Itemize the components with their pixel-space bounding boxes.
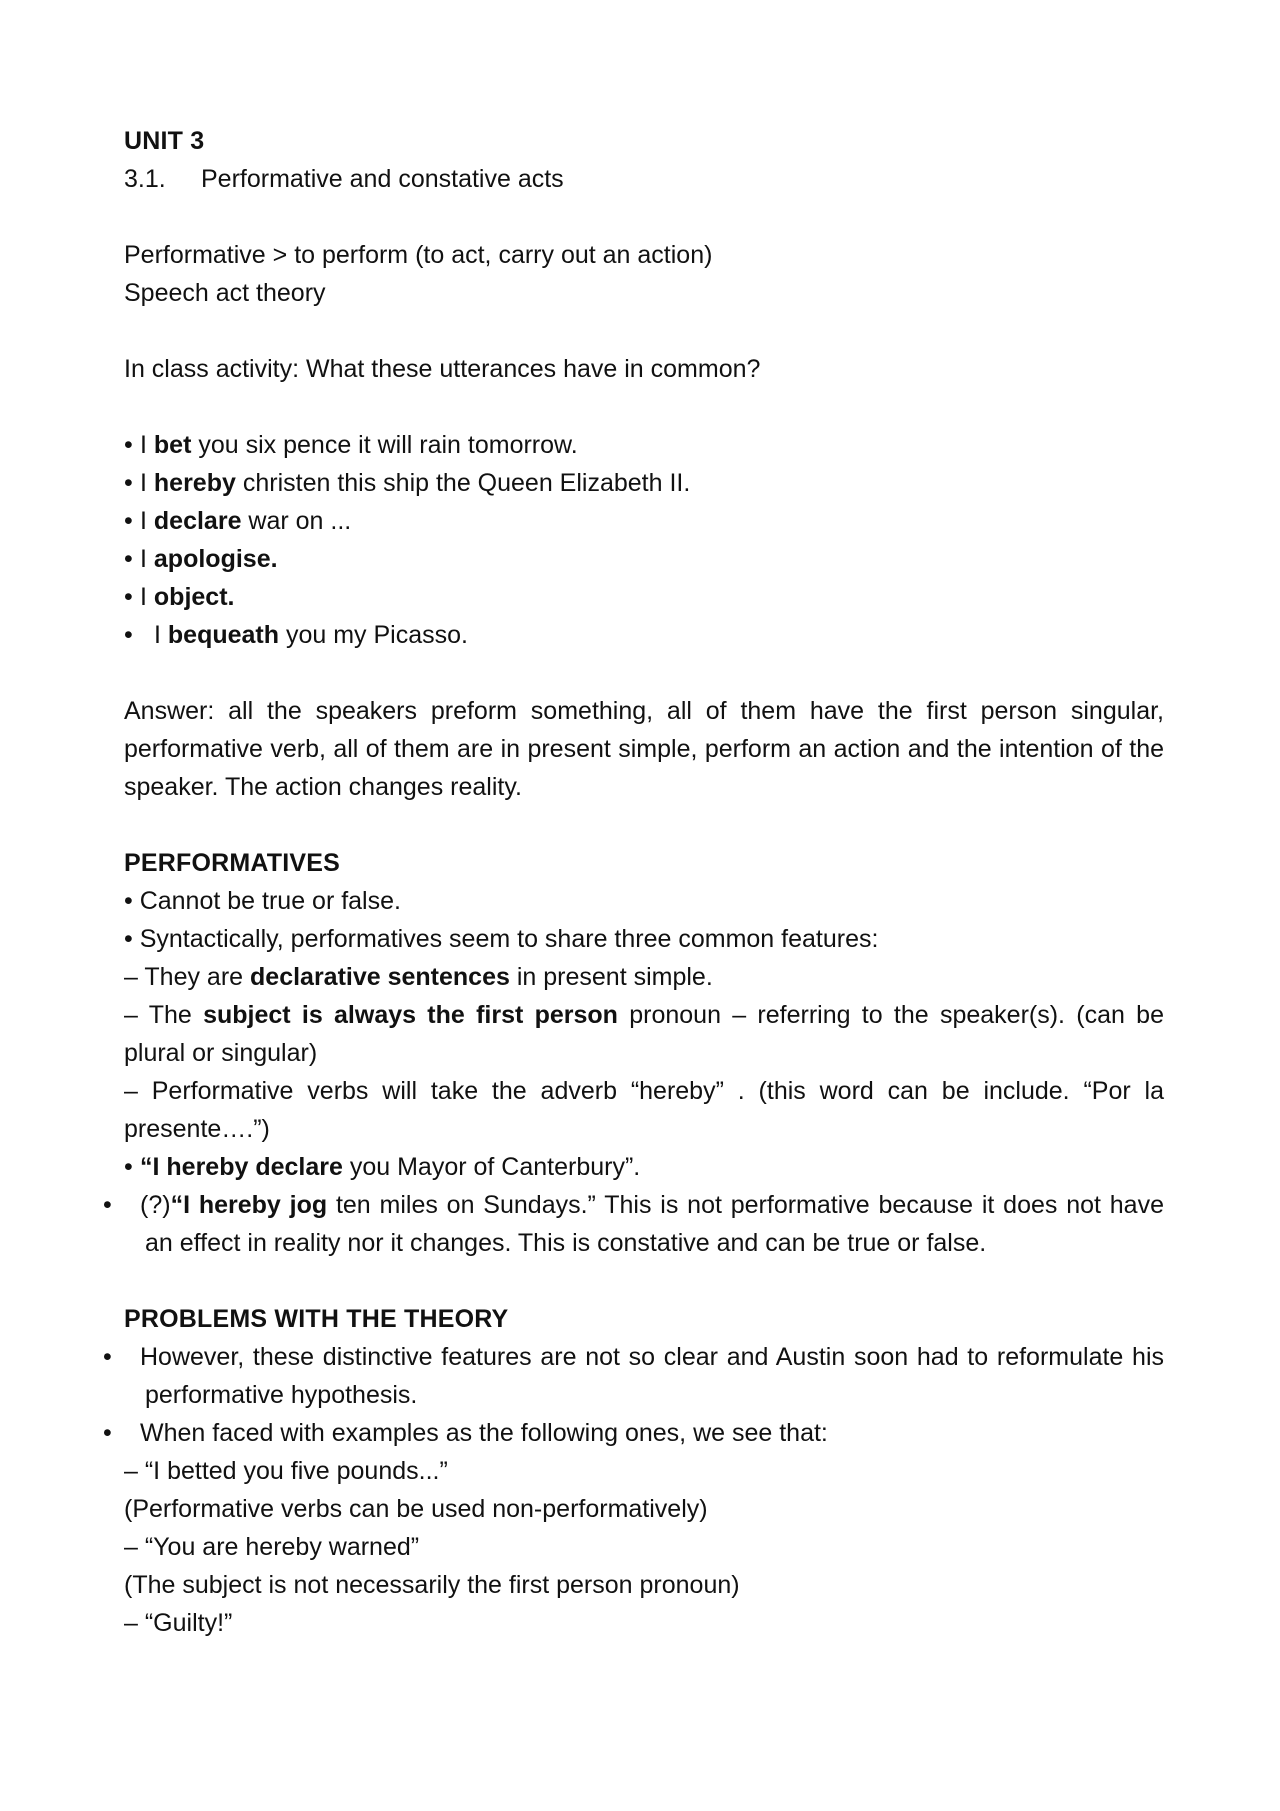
performatives-point: • Syntactically, performatives seem to share three common features: — [124, 925, 879, 953]
utterance-item: • I bet you six pence it will rain tomorrow. — [124, 426, 1164, 464]
utterance-item: • I hereby christen this ship the Queen Elizabeth II. — [124, 464, 1164, 502]
problems-heading: PROBLEMS WITH THE THEORY — [124, 1305, 509, 1333]
bullet-icon: • — [124, 545, 133, 573]
bullet-icon: • — [103, 1343, 112, 1371]
bullet-icon: • — [124, 1153, 133, 1181]
activity-prompt: In class activity: What these utterances have in common? — [124, 355, 761, 383]
bullet-icon: • — [103, 1419, 112, 1447]
feature-item: – Performative verbs will take the adverb “hereby” . (this word can be include. “Por la presente….”) — [124, 1077, 1164, 1143]
problems-note: (Performative verbs can be used non-performatively) — [124, 1495, 708, 1523]
problems-example: – “I betted you five pounds...” — [124, 1457, 448, 1485]
unit-title: UNIT 3 — [124, 127, 205, 155]
performatives-heading: PERFORMATIVES — [124, 849, 341, 877]
section-title: Performative and constative acts — [201, 165, 564, 193]
section-heading — [124, 160, 1164, 198]
intro-line-1: Performative > to perform (to act, carry out an action) — [124, 241, 713, 269]
problems-bullet: • However, these distinctive features are not so clear and Austin soon had to reformulate his performative hypothesis. — [124, 1338, 1164, 1414]
feature-item: – The subject is always the first person pronoun – referring to the speaker(s). (can be plural or singular) — [124, 1001, 1164, 1067]
problems-example: – “You are hereby warned” — [124, 1533, 420, 1561]
bullet-icon: • — [124, 507, 133, 535]
document-page — [103, 122, 1164, 1642]
problems-example: – “Guilty!” — [124, 1609, 233, 1637]
bullet-icon: • — [124, 583, 133, 611]
bullet-icon: • — [124, 621, 133, 649]
problems-bullet: • When faced with examples as the following ones, we see that: — [124, 1414, 1164, 1452]
problems-note: (The subject is not necessarily the first person pronoun) — [124, 1571, 740, 1599]
bullet-icon: • — [103, 1191, 112, 1219]
answer-paragraph: Answer: all the speakers preform something, all of them have the first person singular, performative verb, all of them are in present simple, perform an action and the intention of the speaker. The action changes reality. — [124, 697, 1164, 801]
utterance-item: • I object. — [124, 578, 1164, 616]
section-number: 3.1. — [124, 165, 166, 193]
utterance-item: • I apologise. — [124, 540, 1164, 578]
example-item: • “I hereby declare you Mayor of Canterbury”. — [124, 1148, 1164, 1186]
bullet-icon: • — [124, 469, 133, 497]
bullet-icon: • — [124, 431, 133, 459]
example-item: • (?)“I hereby jog ten miles on Sundays.” This is not performative because it does not have an effect in reality nor it changes. This is constative and can be true or false. — [124, 1186, 1164, 1262]
utterance-item: • I bequeath you my Picasso. — [124, 616, 1164, 654]
intro-line-2: Speech act theory — [124, 279, 326, 307]
performatives-point: • Cannot be true or false. — [124, 887, 401, 915]
feature-item: – They are declarative sentences in present simple. — [124, 963, 713, 991]
utterance-item: • I declare war on ... — [124, 502, 1164, 540]
